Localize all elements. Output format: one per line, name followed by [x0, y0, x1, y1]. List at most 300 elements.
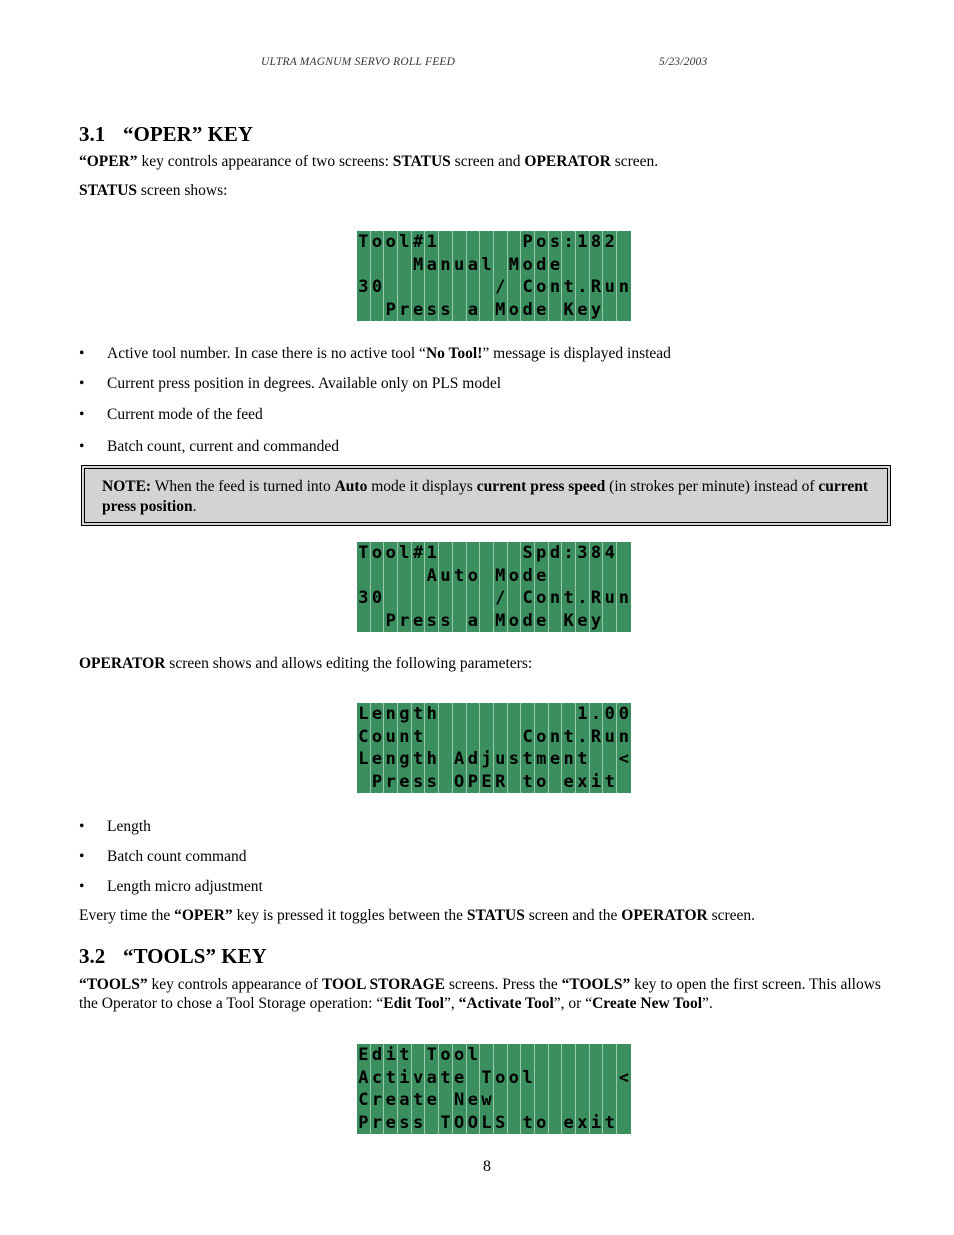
lcd-char: / — [494, 587, 508, 610]
lcd-row — [357, 610, 631, 633]
lcd-char — [562, 1067, 576, 1090]
lcd-char: t — [562, 276, 576, 299]
lcd-char: s — [412, 771, 426, 794]
lcd-char — [439, 726, 453, 749]
lcd-char — [439, 1089, 453, 1112]
lcd-char: y — [590, 610, 604, 633]
lcd-char: t — [439, 1067, 453, 1090]
lcd-char: < — [618, 749, 630, 769]
lcd-char — [480, 276, 494, 299]
lcd-char — [480, 610, 494, 633]
lcd-row — [357, 1112, 631, 1135]
lcd-char — [453, 231, 467, 254]
lcd-char: u — [603, 587, 617, 610]
lcd-char — [508, 1044, 522, 1067]
lcd-char: a — [398, 1089, 412, 1112]
lcd-char — [425, 276, 439, 299]
lcd-char: s — [439, 610, 453, 633]
lcd-char: i — [590, 771, 604, 794]
lcd-char — [494, 231, 508, 254]
lcd-char: M — [494, 565, 508, 588]
lcd-char: e — [384, 1112, 398, 1135]
lcd-char: n — [384, 703, 398, 726]
lcd-char: o — [508, 610, 522, 633]
lcd-char: e — [535, 610, 549, 633]
lcd-char — [467, 726, 481, 749]
lcd-char — [371, 610, 385, 633]
lcd-char: t — [603, 771, 617, 794]
lcd-char: n — [439, 254, 453, 277]
lcd-char: L — [480, 1112, 494, 1135]
lcd-char: l — [467, 1044, 481, 1067]
lcd-char: e — [562, 771, 576, 794]
lcd-char: x — [576, 1112, 590, 1135]
lcd-char: e — [398, 771, 412, 794]
lcd-char: u — [603, 726, 617, 749]
lcd-char: O — [467, 1112, 481, 1135]
lcd-char: 0 — [618, 704, 630, 724]
lcd-row — [357, 703, 631, 726]
lcd-char: o — [453, 1044, 467, 1067]
lcd-char: o — [535, 276, 549, 299]
lcd-char — [480, 542, 494, 565]
lcd-char — [439, 771, 453, 794]
lcd-char: u — [494, 748, 508, 771]
lcd-char — [576, 1044, 590, 1067]
lcd-char — [453, 610, 467, 633]
lcd-char — [508, 587, 522, 610]
lcd-char: o — [535, 1112, 549, 1135]
lcd-char: o — [535, 771, 549, 794]
lcd-char — [357, 299, 371, 322]
lcd-char: d — [467, 748, 481, 771]
lcd-char: s — [398, 1112, 412, 1135]
lcd-char: l — [398, 231, 412, 254]
lcd-char: o — [371, 231, 385, 254]
lcd-char: R — [590, 587, 604, 610]
lcd-char: a — [425, 254, 439, 277]
lcd-char: o — [371, 542, 385, 565]
lcd-char: # — [412, 231, 426, 254]
lcd-char — [521, 703, 535, 726]
lcd-char: e — [384, 1089, 398, 1112]
lcd-char: s — [425, 299, 439, 322]
lcd-char — [617, 565, 631, 588]
lcd-char — [508, 276, 522, 299]
lcd-char — [576, 254, 590, 277]
section-3-1-heading: 3.1 “OPER” KEY — [79, 122, 254, 146]
lcd-char — [398, 254, 412, 277]
bullet-active-tool: • Active tool number. In case there is no active tool “No Tool!” message is displayed instead — [79, 345, 671, 362]
lcd-operator — [357, 703, 631, 793]
lcd-char: o — [508, 565, 522, 588]
lcd-char: s — [549, 231, 563, 254]
lcd-char — [508, 703, 522, 726]
lcd-char — [603, 299, 617, 322]
lcd-char — [617, 610, 631, 633]
lcd-char: L — [357, 748, 371, 771]
section-3-2-heading: 3.2 “TOOLS” KEY — [79, 944, 267, 968]
lcd-char — [549, 1044, 563, 1067]
lcd-char: E — [357, 1044, 371, 1067]
lcd-char — [453, 276, 467, 299]
lcd-char: 2 — [603, 231, 617, 254]
lcd-char: 0 — [371, 276, 385, 299]
lcd-char: 1 — [425, 542, 439, 565]
lcd-char — [508, 1112, 522, 1135]
lcd-char — [453, 299, 467, 322]
lcd-char — [480, 703, 494, 726]
lcd-char — [549, 703, 563, 726]
lcd-char — [576, 565, 590, 588]
toggle-paragraph: Every time the “OPER” key is pressed it toggles between the STATUS screen and the OPERATOR screen. — [79, 907, 756, 924]
lcd-char: r — [371, 1089, 385, 1112]
lcd-char — [467, 276, 481, 299]
lcd-char: P — [384, 299, 398, 322]
lcd-char: e — [535, 299, 549, 322]
lcd-char: K — [562, 610, 576, 633]
lcd-char — [617, 299, 631, 322]
lcd-char — [535, 1089, 549, 1112]
lcd-char: t — [398, 1044, 412, 1067]
lcd-char — [535, 1067, 549, 1090]
lcd-char — [494, 542, 508, 565]
lcd-char: d — [521, 299, 535, 322]
lcd-char: s — [425, 610, 439, 633]
lcd-char — [439, 748, 453, 771]
lcd-char — [521, 1089, 535, 1112]
bullet-press-position: • Current press position in degrees. Available only on PLS model — [79, 375, 502, 392]
lcd-char — [617, 231, 631, 254]
lcd-char — [508, 726, 522, 749]
lcd-char — [617, 1044, 631, 1067]
lcd-char — [617, 254, 631, 277]
running-header-date: 5/23/2003 — [659, 56, 708, 68]
lcd-char — [508, 231, 522, 254]
lcd-char — [494, 703, 508, 726]
lcd-char — [480, 231, 494, 254]
lcd-char: o — [439, 1044, 453, 1067]
lcd-char: u — [384, 726, 398, 749]
lcd-char: o — [494, 1067, 508, 1090]
lcd-char: o — [508, 299, 522, 322]
lcd-char: h — [425, 748, 439, 771]
lcd-char: C — [357, 1089, 371, 1112]
lcd-char: o — [467, 565, 481, 588]
lcd-char: E — [480, 771, 494, 794]
running-header-title: ULTRA MAGNUM SERVO ROLL FEED — [261, 56, 456, 68]
lcd-char: s — [412, 1112, 426, 1135]
lcd-char: 8 — [590, 231, 604, 254]
lcd-char: a — [467, 299, 481, 322]
oper-intro-paragraph: “OPER” key controls appearance of two screens: STATUS screen and OPERATOR screen. — [79, 153, 659, 170]
lcd-char: s — [425, 771, 439, 794]
lcd-char: 3 — [357, 587, 371, 610]
lcd-char: 1 — [576, 231, 590, 254]
lcd-char: e — [412, 610, 426, 633]
lcd-char — [467, 542, 481, 565]
lcd-char — [535, 1044, 549, 1067]
lcd-char: S — [494, 1112, 508, 1135]
lcd-char: 3 — [357, 276, 371, 299]
lcd-char — [494, 254, 508, 277]
lcd-char: i — [398, 1067, 412, 1090]
lcd-row — [357, 1044, 631, 1067]
lcd-char — [398, 587, 412, 610]
lcd-char: t — [576, 748, 590, 771]
lcd-char: v — [412, 1067, 426, 1090]
lcd-char: j — [480, 748, 494, 771]
lcd-char — [494, 726, 508, 749]
lcd-char — [535, 703, 549, 726]
lcd-char — [439, 276, 453, 299]
lcd-char — [480, 299, 494, 322]
lcd-char — [371, 299, 385, 322]
lcd-char: g — [398, 703, 412, 726]
lcd-char — [521, 1044, 535, 1067]
lcd-char: C — [521, 726, 535, 749]
lcd-char: i — [384, 1044, 398, 1067]
lcd-char — [453, 703, 467, 726]
lcd-char: e — [535, 565, 549, 588]
lcd-char — [425, 587, 439, 610]
lcd-char — [549, 1067, 563, 1090]
lcd-char: O — [453, 1112, 467, 1135]
lcd-char — [590, 254, 604, 277]
lcd-char: e — [576, 299, 590, 322]
lcd-char: P — [357, 1112, 371, 1135]
operator-screen-label: OPERATOR screen shows and allows editing the following parameters: — [79, 655, 533, 672]
lcd-char: h — [425, 703, 439, 726]
lcd-char: e — [425, 1089, 439, 1112]
lcd-char: i — [590, 1112, 604, 1135]
lcd-char: r — [398, 299, 412, 322]
lcd-char: : — [562, 231, 576, 254]
lcd-char — [480, 726, 494, 749]
lcd-char: l — [480, 254, 494, 277]
lcd-char: # — [412, 542, 426, 565]
lcd-char — [549, 565, 563, 588]
lcd-char: N — [453, 1089, 467, 1112]
lcd-char: l — [521, 1067, 535, 1090]
lcd-char: r — [384, 771, 398, 794]
lcd-char — [453, 542, 467, 565]
lcd-char — [384, 276, 398, 299]
lcd-char — [508, 542, 522, 565]
lcd-row — [357, 565, 631, 588]
lcd-char — [357, 610, 371, 633]
lcd-char: : — [562, 542, 576, 565]
lcd-char — [603, 1067, 617, 1090]
lcd-char — [603, 1044, 617, 1067]
lcd-char: e — [371, 703, 385, 726]
lcd-char — [494, 1044, 508, 1067]
lcd-char — [603, 1089, 617, 1112]
lcd-char: n — [562, 748, 576, 771]
lcd-char: t — [603, 1112, 617, 1135]
lcd-char — [562, 254, 576, 277]
lcd-char — [480, 1044, 494, 1067]
lcd-char: e — [467, 1089, 481, 1112]
lcd-row — [357, 299, 631, 322]
lcd-char: n — [549, 587, 563, 610]
lcd-char: t — [521, 748, 535, 771]
lcd-char — [603, 254, 617, 277]
bullet-batch-count: • Batch count, current and commanded — [79, 438, 339, 455]
lcd-char: d — [535, 254, 549, 277]
lcd-char: t — [412, 1089, 426, 1112]
note-text: NOTE: When the feed is turned into Auto mode it displays current press speed (in strokes per minute) instead of current press position. — [102, 478, 869, 515]
lcd-char — [617, 1089, 631, 1112]
lcd-char: s — [439, 299, 453, 322]
lcd-char: / — [494, 276, 508, 299]
lcd-char: w — [480, 1089, 494, 1112]
lcd-char: e — [371, 748, 385, 771]
lcd-char: g — [398, 748, 412, 771]
lcd-char — [398, 276, 412, 299]
lcd-char: a — [467, 610, 481, 633]
lcd-tools — [357, 1044, 631, 1134]
lcd-char: p — [535, 542, 549, 565]
lcd-char — [425, 1112, 439, 1135]
lcd-char: t — [412, 726, 426, 749]
lcd-char: o — [384, 542, 398, 565]
lcd-char: 3 — [576, 542, 590, 565]
lcd-char: o — [535, 726, 549, 749]
lcd-row — [357, 542, 631, 565]
lcd-char: e — [549, 254, 563, 277]
lcd-char: e — [412, 299, 426, 322]
lcd-char — [467, 231, 481, 254]
lcd-char — [590, 1089, 604, 1112]
lcd-char: T — [439, 1112, 453, 1135]
lcd-char — [590, 1067, 604, 1090]
lcd-char: d — [549, 542, 563, 565]
lcd-char: l — [398, 542, 412, 565]
lcd-char: t — [453, 565, 467, 588]
lcd-char: P — [371, 771, 385, 794]
lcd-char: T — [425, 1044, 439, 1067]
lcd-char — [357, 771, 371, 794]
lcd-char: e — [549, 748, 563, 771]
lcd-char: n — [384, 748, 398, 771]
lcd-char: d — [521, 565, 535, 588]
lcd-char — [576, 1067, 590, 1090]
lcd-row — [357, 254, 631, 277]
lcd-char — [494, 1089, 508, 1112]
lcd-char — [371, 254, 385, 277]
lcd-char — [590, 748, 604, 771]
lcd-char: M — [508, 254, 522, 277]
lcd-char — [384, 565, 398, 588]
lcd-char — [425, 726, 439, 749]
lcd-char: t — [412, 703, 426, 726]
lcd-char: n — [549, 726, 563, 749]
lcd-char: O — [453, 771, 467, 794]
lcd-char: o — [508, 1067, 522, 1090]
lcd-char — [562, 1089, 576, 1112]
lcd-row — [357, 276, 631, 299]
lcd-char — [412, 587, 426, 610]
lcd-char — [549, 1089, 563, 1112]
lcd-char — [590, 565, 604, 588]
lcd-char — [603, 610, 617, 633]
lcd-char: A — [453, 748, 467, 771]
lcd-char: P — [384, 610, 398, 633]
lcd-char — [617, 771, 631, 794]
lcd-char: C — [357, 726, 371, 749]
lcd-status-manual — [357, 231, 631, 321]
lcd-status-auto — [357, 542, 631, 632]
lcd-char: M — [494, 610, 508, 633]
lcd-row — [357, 587, 631, 610]
bullet-length: • Length — [79, 818, 151, 835]
lcd-row — [357, 748, 631, 771]
lcd-char: t — [521, 771, 535, 794]
lcd-char — [617, 542, 631, 565]
lcd-char: 1 — [425, 231, 439, 254]
lcd-char: d — [371, 1044, 385, 1067]
lcd-char: t — [384, 1067, 398, 1090]
lcd-char — [603, 565, 617, 588]
lcd-char: 0 — [603, 703, 617, 726]
lcd-char: C — [521, 587, 535, 610]
lcd-char: A — [425, 565, 439, 588]
lcd-char: T — [357, 231, 371, 254]
lcd-char — [439, 542, 453, 565]
lcd-char: u — [439, 565, 453, 588]
bullet-batch-count-command: • Batch count command — [79, 848, 247, 865]
lcd-char — [549, 1112, 563, 1135]
lcd-char: t — [412, 748, 426, 771]
lcd-char — [398, 565, 412, 588]
lcd-char: M — [412, 254, 426, 277]
lcd-char: t — [562, 587, 576, 610]
lcd-char: e — [453, 1067, 467, 1090]
lcd-char: . — [576, 587, 590, 610]
lcd-char: . — [576, 726, 590, 749]
lcd-char — [562, 703, 576, 726]
lcd-row — [357, 771, 631, 794]
lcd-char — [439, 587, 453, 610]
lcd-char — [357, 565, 371, 588]
lcd-char: x — [576, 771, 590, 794]
lcd-char: C — [521, 276, 535, 299]
lcd-char: T — [357, 542, 371, 565]
lcd-char: 0 — [371, 587, 385, 610]
lcd-row — [357, 1067, 631, 1090]
lcd-char: e — [576, 610, 590, 633]
lcd-char — [549, 299, 563, 322]
lcd-char — [371, 565, 385, 588]
lcd-char — [357, 254, 371, 277]
lcd-char — [590, 1044, 604, 1067]
lcd-char — [508, 771, 522, 794]
lcd-char: S — [521, 542, 535, 565]
lcd-char: m — [535, 748, 549, 771]
lcd-row — [357, 1089, 631, 1112]
lcd-char — [467, 587, 481, 610]
lcd-char: . — [576, 276, 590, 299]
lcd-char — [412, 565, 426, 588]
lcd-char: n — [618, 726, 630, 747]
lcd-char: P — [467, 771, 481, 794]
lcd-char: T — [480, 1067, 494, 1090]
lcd-row — [357, 231, 631, 254]
lcd-char: r — [398, 610, 412, 633]
lcd-char — [384, 254, 398, 277]
lcd-char: n — [618, 588, 630, 608]
